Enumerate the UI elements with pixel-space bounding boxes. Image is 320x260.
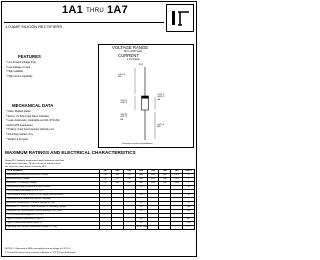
unit-cell: °C	[183, 226, 195, 230]
value-cell	[171, 226, 183, 230]
value-cell: 200	[123, 174, 135, 178]
features-list	[6, 61, 36, 79]
list-item: * Lead: Axial leads, solderable per MIL-STD-202,	[6, 119, 61, 123]
parameter-cell: Maximum Recurrent Peak Reverse Voltage	[6, 174, 100, 178]
ratings-table	[5, 169, 195, 230]
value-cell: 1.0	[135, 202, 147, 206]
column-header: 1A5	[147, 170, 159, 174]
parameter-cell: Maximum DC Blocking Voltage	[6, 182, 100, 186]
brand-logo	[166, 4, 194, 32]
value-cell: 140	[123, 178, 135, 182]
list-item: * Weight: 0.22 gram	[6, 137, 29, 141]
list-item: * Mounting position: Any	[6, 132, 33, 136]
value-cell: 1.0	[135, 186, 147, 190]
value-cell: 100	[111, 174, 123, 178]
value-cell: 600	[147, 182, 159, 186]
parameter-cell: Maximum RMS Voltage	[6, 178, 100, 182]
unit-cell: uA	[183, 206, 195, 210]
dim-value: MIN.	[118, 76, 122, 79]
dim-value: .080(2.0)	[157, 96, 165, 99]
parameter-cell: .375"(9.5mm) lead length at Ta = 75°C	[6, 190, 100, 194]
unit-cell: A	[183, 194, 195, 198]
max-ratings-title: MAXIMUM RATINGS AND ELECTRICAL CHARACTERISTICS	[5, 150, 136, 155]
note-line: Single phase half wave, 60 Hz, resistive or inductive load.	[5, 163, 61, 165]
list-item: * Low forward voltage drop	[6, 61, 36, 64]
value-cell: 800	[159, 174, 171, 178]
unit-cell: V	[183, 182, 195, 186]
value-cell: 50	[100, 174, 112, 178]
note-line: Rating 25°C ambient temperature unless otherwise specified.	[5, 160, 65, 162]
dim-label-body-length	[120, 100, 127, 105]
list-item: * High current capability	[6, 74, 33, 78]
dim-value: .160(4.1)	[120, 102, 128, 105]
cathode-band	[142, 96, 149, 99]
parameter-cell: Operating and Storage Temperature Range TJ, Tstg	[6, 226, 100, 230]
dim-value: .107(2.7)	[157, 94, 165, 96]
value-cell: 1000	[171, 174, 183, 178]
value-cell: 5.0	[135, 206, 147, 210]
value-cell: 400	[135, 174, 147, 178]
dim-label-body-dia	[157, 94, 164, 101]
value-cell: 35	[100, 178, 112, 182]
ratings-table-body	[6, 174, 195, 230]
parameter-cell: Typical Junction Capacitance (Note 1)	[6, 218, 100, 222]
column-header: 1A2	[111, 170, 123, 174]
title-rule	[4, 22, 164, 23]
list-item: * Polarity: Color band denotes cathode end	[6, 128, 54, 132]
footnote: 2. Thermal Resistance from Junction to Ambient at .375"(9.5mm) lead length.	[5, 251, 76, 254]
dim-value: MIN.	[157, 126, 161, 129]
max-ratings-notes	[5, 160, 64, 169]
parameter-cell: Peak Forward Surge Current, 8.3 ms single half sine-wave	[6, 194, 100, 198]
current-value: 1.0 Ampere	[127, 58, 140, 61]
unit-cell: uA	[183, 210, 195, 214]
dim-value: 1.0(25.4)	[157, 124, 165, 126]
value-cell: 70	[111, 178, 123, 182]
unit-cell: V	[183, 202, 195, 206]
parameter-cell: .375"(9.5mm) lead length at TL = 75°C	[6, 214, 100, 218]
value-cell	[100, 226, 112, 230]
list-item: method 208 guaranteed	[6, 123, 33, 127]
footnote: NOTES: 1. Measured at 1MHz and applied reverse voltage of 4.0V D.C.	[5, 248, 72, 250]
dim-label-lead-dia	[120, 114, 127, 121]
dim-value: DIA.	[120, 118, 124, 121]
list-item: * Epoxy: UL 94V-0 rate flame retardant	[6, 114, 49, 118]
dim-value: .028(.71)	[120, 116, 128, 119]
diode-package-drawing	[99, 66, 193, 142]
features-heading: FEATURES	[18, 54, 41, 59]
value-cell: -65 to +150	[136, 226, 147, 229]
value-cell: 280	[135, 178, 147, 182]
voltage-range-value: 50 to 1000 Volts	[124, 50, 142, 53]
parameter-cell: Maximum Average Forward Rectified Current	[6, 186, 100, 190]
part-from: 1A1	[62, 4, 84, 16]
unit-cell: V	[183, 178, 195, 182]
column-header: TYPE NUMBER	[6, 170, 100, 174]
value-cell	[111, 226, 123, 230]
unit-cell: pF	[183, 218, 195, 222]
list-item: * Low leakage current	[6, 65, 31, 69]
value-cell	[123, 226, 135, 230]
value-cell: 420	[147, 178, 159, 182]
parameter-cell: Maximum DC Reverse Current at Rated DC Blocking Voltage	[6, 206, 100, 210]
value-cell	[159, 226, 171, 230]
value-cell	[147, 226, 159, 230]
value-cell: 800	[159, 182, 171, 186]
value-cell: 200	[123, 182, 135, 186]
parameter-cell: Maximum Instantaneous Forward Voltage at 1.0A	[6, 202, 100, 206]
unit-cell: °C/W	[183, 222, 195, 226]
thru-label: THRU	[86, 8, 104, 14]
value-cell: 400	[135, 182, 147, 186]
page-title	[62, 4, 128, 16]
dim-value: .205(5.2)	[120, 100, 128, 102]
dim-label-lead-top	[118, 74, 125, 79]
column-header: 1A3	[123, 170, 135, 174]
parameter-cell: Typical Thermal Resistance (Note 2)	[6, 222, 100, 226]
current-label: CURRENT	[118, 53, 140, 58]
column-header: UNITS	[183, 170, 195, 174]
value-cell: 560	[159, 178, 171, 182]
unit-cell: V	[183, 174, 195, 178]
column-header: 1A7	[171, 170, 183, 174]
dim-value: 1.0(25.4)	[118, 74, 126, 76]
column-header: 1A4	[135, 170, 147, 174]
mechanical-heading: MECHANICAL DATA	[12, 103, 54, 108]
value-cell: 100	[111, 182, 123, 186]
value-cell: 600	[147, 174, 159, 178]
value-cell: 15	[135, 218, 147, 222]
unit-cell: A	[183, 186, 195, 190]
column-header: 1A6	[159, 170, 171, 174]
package-label: A-1	[139, 63, 143, 66]
column-header: 1A1	[100, 170, 112, 174]
mechanical-list	[6, 110, 60, 142]
value-cell: 700	[171, 178, 183, 182]
dim-value: .034(.86)	[120, 114, 128, 116]
voltage-range-label: VOLTAGE RANGE	[112, 45, 149, 50]
list-item: * Case: Molded plastic	[6, 110, 31, 113]
value-cell: 50	[100, 182, 112, 186]
table-row	[6, 226, 195, 230]
dim-label-lead-bottom	[157, 124, 164, 129]
logo-mark-icon	[167, 5, 193, 31]
value-cell: 1000	[171, 182, 183, 186]
value-cell: 50	[135, 222, 147, 226]
parameter-cell: superimposed on rated load (JEDEC method)	[6, 198, 100, 202]
list-item: * High reliability	[6, 70, 24, 74]
dimension-note: Dimensions in inches and (millimeters)	[122, 143, 153, 145]
note-line: For capacitive load, derate current by 20%.	[5, 166, 47, 168]
value-cell: 30	[135, 194, 147, 198]
value-cell: 50	[135, 210, 147, 214]
part-to: 1A7	[106, 4, 129, 16]
dim-value: DIA.	[157, 98, 161, 101]
subtitle: 1.0 AMP SILICON RECTIFIERS	[5, 24, 63, 29]
parameter-cell: Maximum Full Load Reverse Current Average, Full Cycle	[6, 210, 100, 214]
